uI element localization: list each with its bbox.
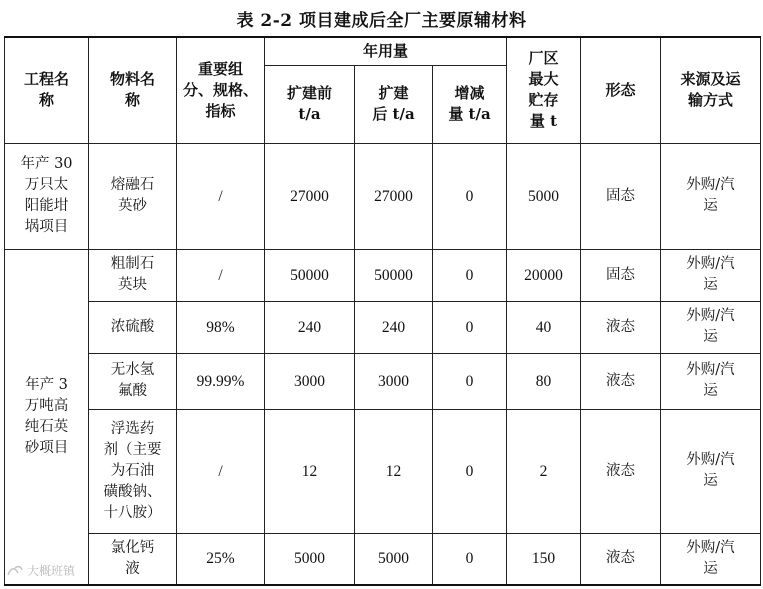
spec-cell: / [177, 249, 265, 301]
watermark-text: 大概班镇 [27, 564, 76, 578]
source-cell: 外购/汽 运 [661, 249, 761, 301]
header-source: 来源及运 输方式 [661, 37, 761, 143]
change-cell: 0 [433, 533, 507, 585]
after-cell: 5000 [355, 533, 433, 585]
table-title: 表 2-2 项目建成后全厂主要原辅材料 [236, 11, 527, 31]
header-form: 形态 [581, 37, 661, 143]
material-cell: 无水氢 氟酸 [89, 353, 177, 409]
form-cell: 液态 [581, 301, 661, 353]
header-annual-usage: 年用量 [265, 37, 507, 65]
spec-cell: 25% [177, 533, 265, 585]
header-after: 扩建 后 t/a [355, 65, 433, 143]
storage-cell: 5000 [507, 143, 581, 249]
material-cell: 氯化钙 液 [89, 533, 177, 585]
before-cell: 3000 [265, 353, 355, 409]
after-cell: 50000 [355, 249, 433, 301]
source-cell: 外购/汽 运 [661, 409, 761, 533]
watermark [6, 562, 75, 579]
project-name-cell: 年产 3 万吨高 纯石英 砂项目 [5, 249, 89, 585]
header-spec: 重要组 分、规格、 指标 [177, 37, 265, 143]
spec-cell: / [177, 409, 265, 533]
change-cell: 0 [433, 249, 507, 301]
source-cell: 外购/汽 运 [661, 353, 761, 409]
form-cell: 液态 [581, 533, 661, 585]
material-cell: 浮选药 剂（主要 为石油 磺酸钠、 十八胺） [89, 409, 177, 533]
material-cell: 浓硫酸 [89, 301, 177, 353]
material-cell: 熔融石 英砂 [89, 143, 177, 249]
form-cell: 液态 [581, 409, 661, 533]
table-row [5, 249, 761, 301]
table-row [5, 301, 761, 353]
spec-cell: 99.99% [177, 353, 265, 409]
watermark-logo-icon [6, 564, 24, 578]
before-cell: 50000 [265, 249, 355, 301]
spec-cell: 98% [177, 301, 265, 353]
change-cell: 0 [433, 353, 507, 409]
material-cell: 粗制石 英块 [89, 249, 177, 301]
after-cell: 240 [355, 301, 433, 353]
storage-cell: 2 [507, 409, 581, 533]
header-before: 扩建前 t/a [265, 65, 355, 143]
form-cell: 液态 [581, 353, 661, 409]
materials-table [4, 36, 761, 586]
project-name-cell: 年产 30 万只太 阳能坩 埚项目 [5, 143, 89, 249]
source-cell: 外购/汽 运 [661, 533, 761, 585]
form-cell: 固态 [581, 143, 661, 249]
before-cell: 5000 [265, 533, 355, 585]
after-cell: 12 [355, 409, 433, 533]
change-cell: 0 [433, 409, 507, 533]
source-cell: 外购/汽 运 [661, 301, 761, 353]
before-cell: 12 [265, 409, 355, 533]
table-row [5, 409, 761, 533]
change-cell: 0 [433, 143, 507, 249]
after-cell: 3000 [355, 353, 433, 409]
storage-cell: 80 [507, 353, 581, 409]
table-row [5, 353, 761, 409]
storage-cell: 40 [507, 301, 581, 353]
storage-cell: 20000 [507, 249, 581, 301]
before-cell: 27000 [265, 143, 355, 249]
header-change: 增减 量 t/a [433, 65, 507, 143]
change-cell: 0 [433, 301, 507, 353]
header-project: 工程名 称 [5, 37, 89, 143]
spec-cell: / [177, 143, 265, 249]
before-cell: 240 [265, 301, 355, 353]
table-row [5, 143, 761, 249]
storage-cell: 150 [507, 533, 581, 585]
source-cell: 外购/汽 运 [661, 143, 761, 249]
header-material: 物料名 称 [89, 37, 177, 143]
header-max-storage: 厂区 最大 贮存 量 t [507, 37, 581, 143]
table-row [5, 533, 761, 585]
after-cell: 27000 [355, 143, 433, 249]
form-cell: 固态 [581, 249, 661, 301]
